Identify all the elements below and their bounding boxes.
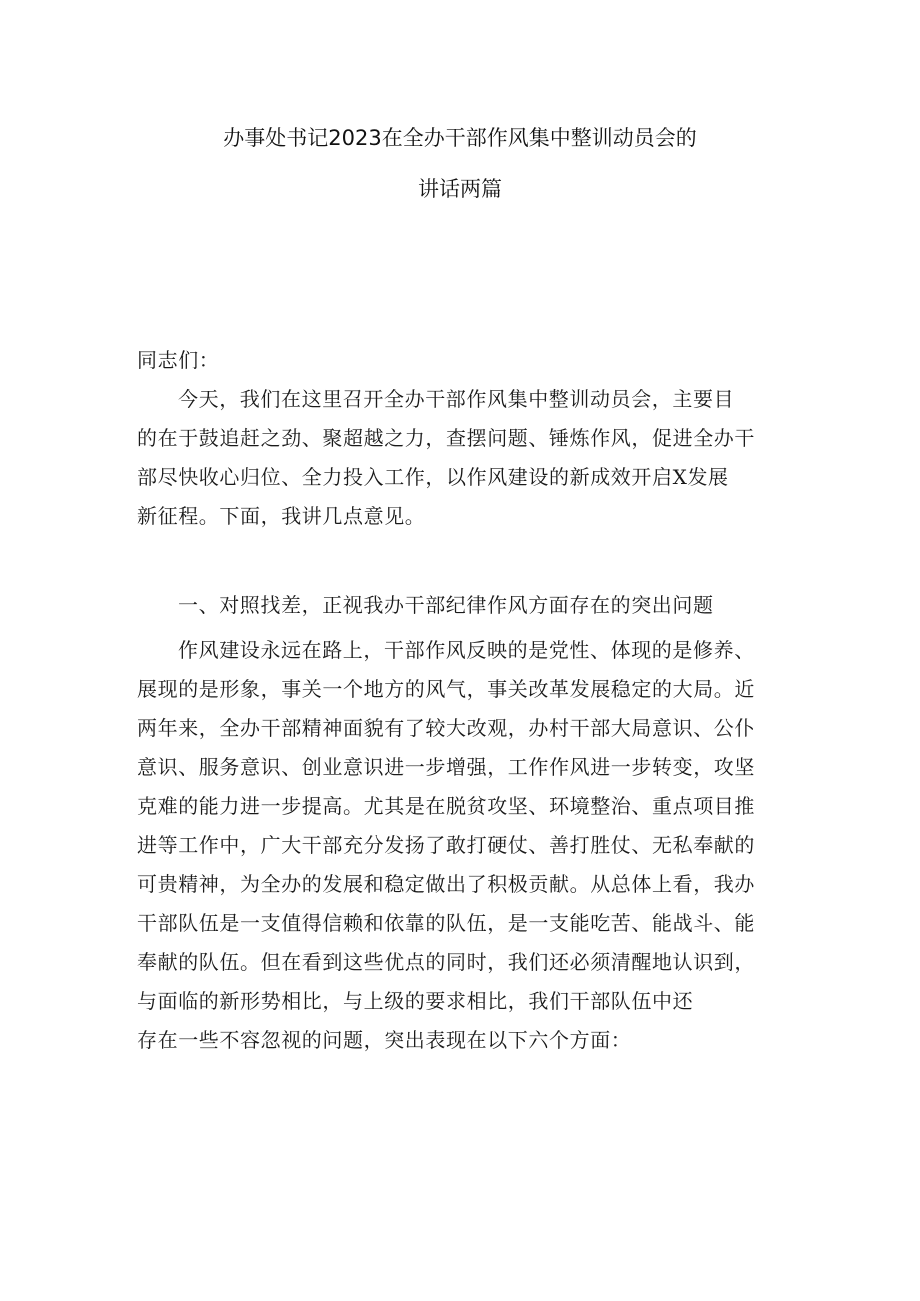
paragraph-2-line-11: 存在一些不容忽视的问题，突出表现在以下六个方面： xyxy=(137,1028,632,1052)
paragraph-2-line-6: 进等工作中，广大干部充分发扬了敢打硬仗、善打胜仗、无私奉献的 xyxy=(137,833,755,857)
section-heading-1: 一、对照找差，正视我办干部纪律作风方面存在的突出问题 xyxy=(178,593,714,617)
paragraph-1-line-2: 的在于鼓追赶之劲、聚超越之力，查摆问题、锤炼作风，促进全办干 xyxy=(137,426,755,450)
paragraph-2-line-9: 奉献的队伍。但在看到这些优点的同时，我们还必须清醒地认识到， xyxy=(137,950,755,974)
paragraph-1-line-3: 部尽快收心归位、全力投入工作，以作风建设的新成效开启X发展 xyxy=(137,465,729,489)
paragraph-2-line-10: 与面临的新形势相比，与上级的要求相比，我们干部队伍中还 xyxy=(137,989,694,1013)
paragraph-2-line-7: 可贵精神，为全办的发展和稳定做出了积极贡献。从总体上看，我办 xyxy=(137,872,755,896)
paragraph-1-line-4: 新征程。下面，我讲几点意见。 xyxy=(137,504,426,528)
paragraph-2-line-3: 两年来，全办干部精神面貌有了较大改观，办村干部大局意识、公仆 xyxy=(137,716,755,740)
paragraph-2-line-2: 展现的是形象，事关一个地方的风气，事关改革发展稳定的大局。近 xyxy=(137,677,755,701)
paragraph-2-line-1: 作风建设永远在路上，干部作风反映的是党性、体现的是修养、 xyxy=(178,638,755,662)
document-title-line-1: 办事处书记2023在全办干部作风集中整训动员会的 xyxy=(223,126,697,150)
paragraph-2-line-8: 干部队伍是一支值得信赖和依靠的队伍，是一支能吃苦、能战斗、能 xyxy=(137,911,755,935)
document-title-line-2: 讲话两篇 xyxy=(418,177,502,201)
salutation: 同志们： xyxy=(137,348,220,372)
paragraph-1-line-1: 今天，我们在这里召开全办干部作风集中整训动员会，主要目 xyxy=(178,387,735,411)
paragraph-2-line-4: 意识、服务意识、创业意识进一步增强，工作作风进一步转变，攻坚 xyxy=(137,755,755,779)
paragraph-2-line-5: 克难的能力进一步提高。尤其是在脱贫攻坚、环境整治、重点项目推 xyxy=(137,794,755,818)
